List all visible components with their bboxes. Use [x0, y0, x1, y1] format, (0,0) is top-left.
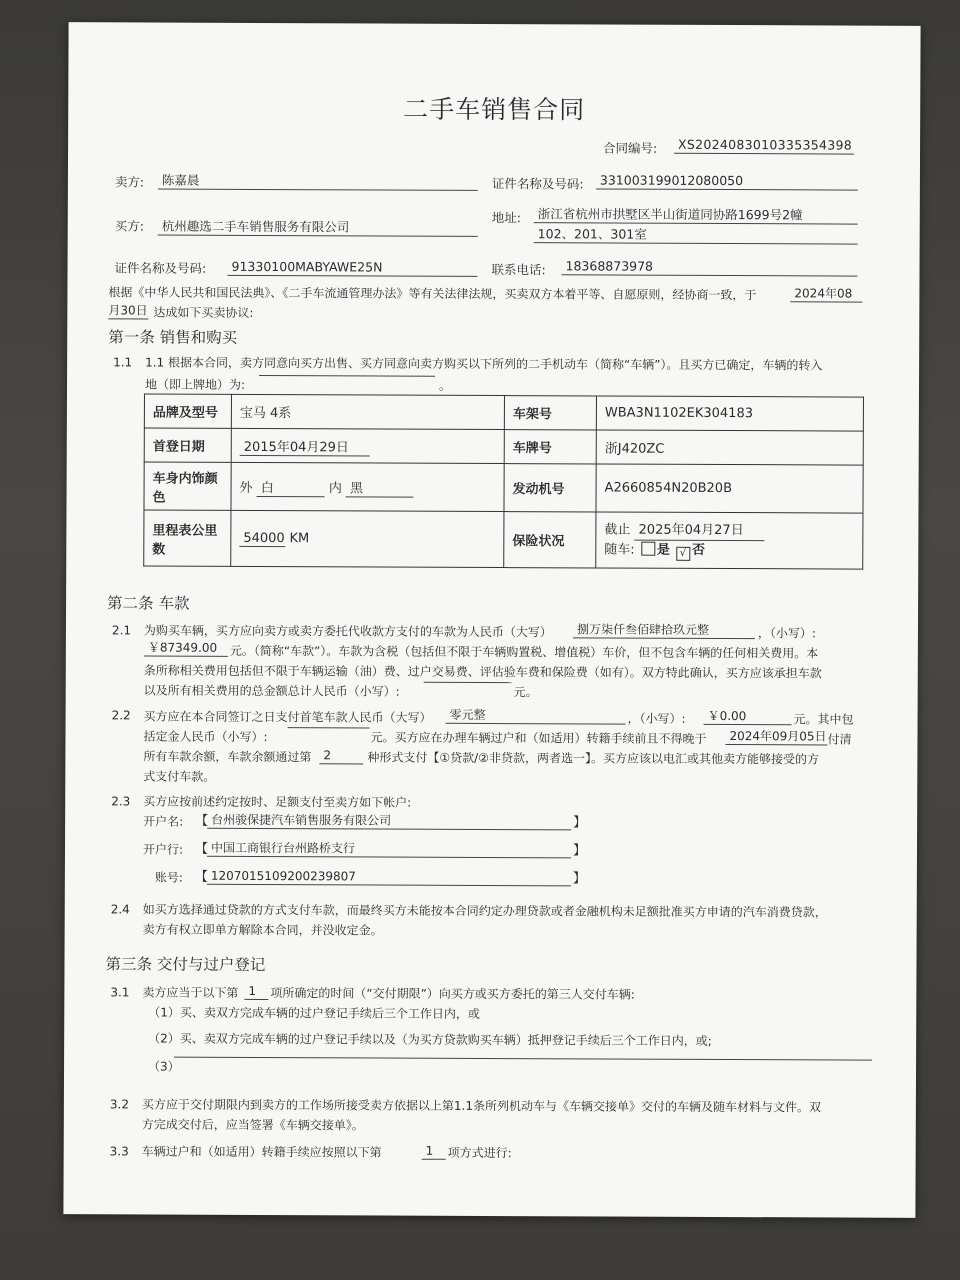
bracket-open: 【	[195, 813, 209, 829]
int-color-label: 内	[328, 480, 342, 496]
clause-2-1-line2: 元。（简称“车款”）。车款为含税（包括但不限于车辆购置税、增值税）车价，但不包含车辆的任何相关费用。本	[229, 643, 819, 661]
ext-color-value: 白	[257, 476, 325, 496]
clause-2-2-line4: 式支付车款。	[143, 769, 216, 784]
clause-2-1-line4a: 以及所有相关费用的总金额总计人民币（小写）:	[143, 683, 400, 699]
vin-label: 车架号	[504, 396, 596, 430]
bracket-open: 【	[194, 869, 208, 885]
odometer-unit: KM	[289, 530, 310, 546]
transfer-item: 1	[422, 1143, 446, 1160]
clause-2-2-line1c: 元。其中包	[793, 712, 854, 727]
clause-3-2-line1: 买方应于交付期限内到卖方的工作场所接受卖方依据以上第1.1条所列机动车与《车辆交接单》交付的车辆及随车材料与文件。双	[141, 1097, 822, 1115]
section2-heading: 第二条 车款	[107, 594, 190, 613]
bank-label: 开户行:	[142, 842, 184, 857]
clause-3-3-a: 车辆过户和（如适用）转籍手续应按照以下第	[141, 1144, 382, 1160]
section3-heading: 第三条 交付与过户登记	[105, 955, 266, 975]
document-title: 二手车销售合同	[403, 94, 586, 125]
total-amount-field[interactable]	[424, 682, 512, 683]
brand-value: 宝马 4系	[231, 394, 504, 429]
engine-value: A2660854N20B20B	[596, 464, 863, 513]
address-line1: 浙江省杭州市拱墅区半山街道同协路1699号2幢	[534, 206, 858, 224]
payment-method: 2	[319, 747, 363, 764]
vin-value: WBA3N1102EK304183	[596, 396, 863, 431]
account-no-value: 1207015109200239807	[207, 868, 571, 887]
int-color-value: 黑	[346, 477, 414, 497]
ext-color-label: 外	[239, 480, 253, 496]
registration-place-field[interactable]	[259, 375, 435, 377]
buyer-label: 买方:	[114, 218, 144, 234]
preamble-date-a: 2024年08	[790, 285, 862, 302]
reg-date-label: 首登日期	[144, 428, 231, 462]
buyer-id-value: 91330100MABYAWE25N	[227, 259, 477, 277]
clause-2-3-line1: 买方应按前述约定按时、足额支付至卖方如下帐户:	[143, 794, 412, 810]
preamble-line2: 达成如下买卖协议:	[153, 305, 254, 320]
contract-no-value: XS20240830103353543​98	[674, 137, 854, 155]
clause-3-1-number: 3.1	[110, 985, 130, 1000]
preamble-date-b: 月30日	[108, 302, 148, 319]
delivery-option-3: （3）	[148, 1059, 180, 1074]
with-car-label: 随车:	[604, 541, 635, 558]
clause-1-1-line1: 1.1 根据本合同，卖方同意向买方出售、买方同意向卖方购买以下所列的二手机动车（简称“车辆”）。且买方已确定，车辆的转入	[145, 355, 823, 373]
clause-1-1-number: 1.1	[113, 355, 133, 370]
clause-3-3-number: 3.3	[109, 1144, 129, 1159]
bracket-close: 】	[573, 815, 587, 831]
odometer-label: 里程表公里数	[144, 510, 231, 566]
clause-2-4-number: 2.4	[110, 902, 130, 917]
account-name-value: 台州骏保捷汽车销售服务有限公司	[207, 812, 571, 831]
plate-label: 车牌号	[504, 430, 596, 464]
first-payment-lower: ￥0.00	[704, 708, 792, 725]
clause-2-1-line4b: 元。	[513, 685, 538, 700]
delivery-option-2: （2）买、卖双方完成车辆的过户登记手续以及（为买方贷款购买车辆）抵押登记手续后三个工作日内，或;	[148, 1031, 712, 1048]
clause-2-2-line1b: ，（小写）:	[627, 711, 686, 726]
insurance-until-label: 截止	[604, 521, 631, 538]
clause-2-2-line3a: 所有车款余额，车款余额通过第	[143, 749, 312, 765]
buyer-id-label: 证件名称及号码:	[114, 260, 207, 276]
clause-2-2-line2c: 付清	[827, 732, 852, 747]
account-no-label: 账号:	[154, 870, 183, 885]
clause-1-1-end: 。	[438, 378, 452, 393]
delivery-option-1: （1）买、卖双方完成车辆的过户登记手续后三个工作日内，或	[148, 1005, 480, 1021]
amount-upper: 捌万柒仟叁佰肆拾玖元整	[573, 621, 755, 639]
deposit-field[interactable]	[288, 727, 370, 728]
amount-lower: ￥87349.00	[144, 639, 228, 656]
clause-2-4-line2: 卖方有权立即单方解除本合同，并没收定金。	[142, 922, 383, 938]
account-name-label: 开户名:	[143, 814, 184, 829]
clause-3-2-line2: 方完成交付后，应当签署《车辆交接单》。	[141, 1117, 364, 1133]
delivery-item: 1	[244, 983, 268, 1000]
clause-2-1-line1a: 为购买车辆，买方应向卖方或卖方委托代收款方支付的车款为人民币（大写）	[143, 623, 552, 640]
clause-2-2-line1a: 买方应在本合同签订之日支付首笔车款人民币（大写）	[143, 709, 432, 725]
clause-2-2-line2a: 括定金人民币（小写）:	[143, 729, 268, 745]
seller-id-value: 331003199012080050	[596, 172, 858, 190]
bracket-close: 】	[572, 871, 586, 887]
clause-3-1-b: 项所确定的时间（“交付期限”）向买方或买方委托的第三人交付车辆:	[270, 986, 635, 1002]
reg-date-value: 2015年04月29日	[240, 435, 370, 456]
buyer-value: 杭州趣选二手车销售服务有限公司	[158, 219, 478, 237]
insurance-label: 保险状况	[504, 512, 596, 568]
no-label: 否	[691, 542, 706, 558]
phone-value: 18368873978	[562, 258, 858, 276]
clause-3-2-number: 3.2	[109, 1097, 130, 1112]
bracket-close: 】	[572, 843, 587, 859]
clause-1-1-line2: 地（即上牌地）为:	[144, 377, 246, 392]
brand-label: 品牌及型号	[144, 394, 231, 428]
clause-2-2-line3b: 种形式支付【①贷款/②非贷款，两者选一】。买方应该以电汇或其他卖方能够接受的方	[367, 750, 819, 767]
balance-due-date: 2024年09月05日	[725, 728, 827, 745]
color-label: 车身内饰颜色	[144, 462, 231, 510]
plate-value: 浙J420ZC	[596, 430, 863, 465]
clause-3-3-b: 项方式进行:	[447, 1145, 512, 1161]
contract-no-label: 合同编号:	[603, 140, 658, 156]
odometer-value: 54000	[239, 530, 285, 546]
clause-2-1-line3: 条所称相关费用包括但不限于车辆运输（油）费、过户交易费、评估验车费和保险费（如有）。双方特此确认，买方应该承担车款	[143, 663, 822, 681]
section1-heading: 第一条 销售和购买	[108, 328, 238, 347]
clause-2-4-line1: 如买方选择通过贷款的方式支付车款，而最终买方未能按本合同约定办理贷款或者金融机构未足额批准买方申请的汽车消费贷款，	[142, 902, 827, 920]
preamble-line1: 根据《中华人民共和国民法典》、《二手车流通管理办法》等有关法律法规，买卖双方本着平等、自愿原则，经协商一致，于	[108, 285, 757, 303]
clause-2-3-number: 2.3	[111, 794, 131, 809]
clause-2-2-line2b: 元。买方应在办理车辆过户和（如适用）转籍手续前且不得晚于	[370, 730, 707, 746]
clause-2-2-number: 2.2	[111, 708, 131, 723]
yes-checkbox[interactable]	[641, 541, 655, 555]
address-label: 地址:	[491, 209, 522, 226]
engine-label: 发动机号	[504, 464, 596, 512]
address-line2: 102、201、301室	[534, 226, 858, 244]
no-checkbox[interactable]: √	[676, 546, 690, 560]
clause-3-1-a: 卖方应当于以下第	[142, 985, 239, 1000]
contract-paper	[63, 22, 920, 1218]
delivery-option-3-field[interactable]	[174, 1057, 872, 1061]
seller-value: 陈嘉晨	[158, 173, 478, 191]
insurance-until-value: 2025年04月27日	[635, 520, 765, 541]
clause-2-1-line1b: ，（小写）:	[757, 626, 817, 641]
vehicle-info-table	[143, 393, 864, 569]
phone-label: 联系电话:	[491, 261, 546, 278]
seller-label: 卖方:	[114, 174, 145, 190]
clause-2-1-number: 2.1	[111, 623, 132, 638]
seller-id-label: 证件名称及号码:	[491, 175, 584, 192]
first-payment-upper: 零元整	[446, 707, 626, 725]
bank-value: 中国工商银行台州路桥支行	[207, 840, 571, 859]
bracket-open: 【	[194, 841, 209, 857]
yes-label: 是	[656, 542, 670, 558]
